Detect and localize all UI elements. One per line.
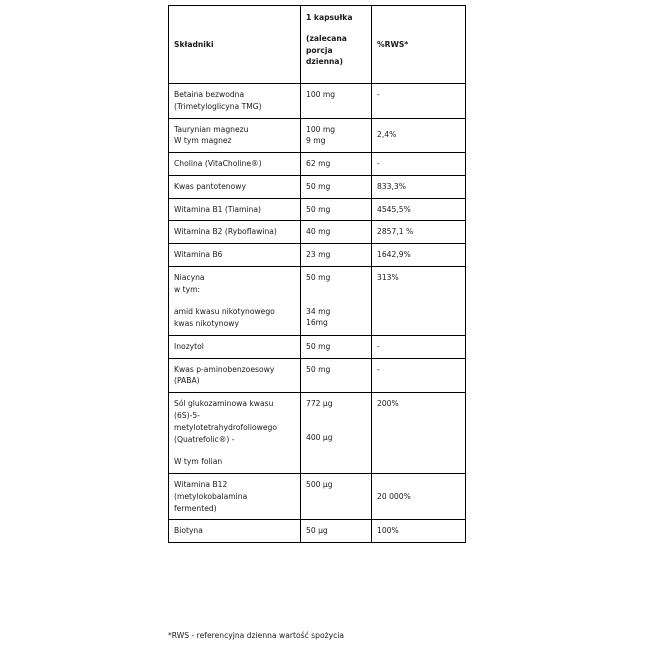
dose-cell: [301, 84, 372, 119]
dose-cell: [301, 335, 372, 358]
table-row: [169, 198, 466, 221]
ingredient-cell-line: Witamina B12: [174, 480, 228, 490]
dose-cell-line: 62 mg: [306, 159, 331, 169]
column-header-serving: [301, 6, 372, 84]
rws-cell: [372, 153, 466, 176]
rws-cell-line: 313%: [377, 272, 399, 282]
ingredient-cell-line: Inozytol: [174, 341, 204, 351]
table-body: [169, 84, 466, 543]
dose-cell: [301, 266, 372, 335]
ingredient-cell-line: Taurynian magnezu: [174, 124, 249, 134]
ingredient-cell-line: Cholina (VitaCholine®): [174, 159, 262, 169]
rws-cell-line: -: [377, 364, 380, 374]
ingredient-cell-line: Kwas p-aminobenzoesowy: [174, 364, 275, 374]
ingredient-cell-line: W tym folian: [174, 457, 223, 467]
table-row: [169, 221, 466, 244]
ingredient-cell-line: amid kwasu nikotynowego: [174, 307, 275, 317]
rws-cell-line: 4545,5%: [377, 204, 411, 214]
dose-cell-line: 23 mg: [306, 250, 331, 260]
ingredient-cell-line: (6S)-5-: [174, 411, 200, 421]
rws-cell: [372, 198, 466, 221]
dose-cell-line: 50 mg: [306, 364, 331, 374]
rws-cell: [372, 221, 466, 244]
table-row: [169, 84, 466, 119]
dose-cell: [301, 520, 372, 543]
table-row: [169, 358, 466, 393]
rws-cell: [372, 84, 466, 119]
rws-cell: [372, 335, 466, 358]
ingredient-cell: [169, 175, 301, 198]
rws-cell: [372, 175, 466, 198]
ingredient-cell-line: (metylokobalamina: [174, 491, 248, 501]
dose-cell: [301, 221, 372, 244]
rws-cell: [372, 520, 466, 543]
ingredient-cell: [169, 520, 301, 543]
table-row: [169, 474, 466, 520]
dose-cell: [301, 244, 372, 267]
dose-cell: [301, 118, 372, 153]
rws-cell-line: 833,3%: [377, 181, 406, 191]
rws-cell-line: 100%: [377, 526, 399, 536]
ingredient-cell: [169, 84, 301, 119]
ingredient-cell: [169, 221, 301, 244]
rws-cell-line: -: [377, 159, 380, 169]
ingredient-cell: [169, 266, 301, 335]
table-row: [169, 118, 466, 153]
dose-cell: [301, 153, 372, 176]
serving-header-line-2: (zalecana porcja dzienna): [306, 33, 347, 67]
table-header: [169, 6, 466, 84]
dose-cell: [301, 358, 372, 393]
ingredient-cell-line: Sól glukozaminowa kwasu: [174, 399, 274, 409]
dose-cell: [301, 175, 372, 198]
rws-footnote: *RWS - referencyjna dzienna wartość spożycia: [168, 631, 345, 640]
rws-cell-line: -: [377, 90, 380, 99]
ingredient-cell-line: Betaina bezwodna: [174, 90, 245, 99]
ingredient-cell-line: Kwas pantotenowy: [174, 181, 246, 191]
table-row: [169, 266, 466, 335]
header-row: [169, 6, 466, 84]
rws-cell: [372, 244, 466, 267]
ingredient-cell: [169, 393, 301, 474]
dose-cell-line: 50 mg: [306, 272, 331, 282]
rws-cell: [372, 266, 466, 335]
rws-cell: [372, 393, 466, 474]
rws-cell: [372, 118, 466, 153]
dose-cell-line: 100 mg: [306, 90, 336, 99]
ingredient-cell-line: (PABA): [174, 376, 200, 386]
rws-cell-line: 2857,1 %: [377, 227, 414, 237]
table-row: [169, 175, 466, 198]
ingredient-cell-line: w tym:: [174, 284, 201, 294]
table-row: [169, 153, 466, 176]
dose-cell-line: 50 µg: [306, 526, 328, 536]
ingredient-cell: [169, 358, 301, 393]
dose-cell-line: 400 µg: [306, 433, 333, 443]
rws-cell-line: -: [377, 341, 380, 351]
dose-cell-line: 100 mg: [306, 124, 336, 134]
ingredient-cell-line: kwas nikotynowy: [174, 319, 239, 329]
dose-cell-line: 9 mg: [306, 136, 326, 146]
dose-cell-line: 50 mg: [306, 204, 331, 214]
ingredient-cell-line: W tym magnez: [174, 136, 232, 146]
dose-cell: [301, 393, 372, 474]
dose-cell-line: 40 mg: [306, 227, 331, 237]
rws-cell: [372, 474, 466, 520]
ingredient-cell: [169, 153, 301, 176]
table-row: [169, 244, 466, 267]
ingredient-cell-line: Witamina B2 (Ryboflawina): [174, 227, 277, 237]
dose-cell-line: 50 mg: [306, 341, 331, 351]
column-header-ingredients: Składniki: [169, 6, 301, 84]
ingredient-cell-line: Witamina B6: [174, 250, 223, 260]
ingredient-cell-line: metylotetrahydrofoliowego: [174, 422, 277, 432]
ingredient-cell: [169, 474, 301, 520]
table-row: [169, 520, 466, 543]
dose-cell-line: 34 mg: [306, 306, 331, 316]
ingredient-cell-line: (Trimetyloglicyna TMG): [174, 101, 262, 111]
dose-cell-line: 772 µg: [306, 399, 333, 409]
ingredient-cell: [169, 198, 301, 221]
ingredient-cell-line: fermented): [174, 503, 217, 513]
dose-cell: [301, 474, 372, 520]
column-header-rws: %RWS*: [372, 6, 466, 84]
ingredient-cell-line: (Quatrefolic®) -: [174, 434, 235, 444]
dose-cell-line: 500 µg: [306, 480, 333, 490]
ingredient-cell: [169, 335, 301, 358]
table-row: [169, 335, 466, 358]
ingredient-cell: [169, 244, 301, 267]
ingredient-cell-line: Witamina B1 (Tiamina): [174, 204, 261, 214]
dose-cell-line: 50 mg: [306, 181, 331, 191]
rws-cell-line: 20 000%: [377, 491, 411, 501]
rws-cell-line: 200%: [377, 399, 399, 409]
rws-cell: [372, 358, 466, 393]
nutrition-facts-table: [168, 5, 466, 543]
dose-cell-line: 16mg: [306, 318, 328, 328]
serving-header-line-1: 1 kapsułka: [306, 13, 353, 22]
ingredient-cell-line: Biotyna: [174, 526, 203, 536]
table-row: [169, 393, 466, 474]
ingredient-cell-line: Niacyna: [174, 272, 205, 282]
rws-cell-line: 1642,9%: [377, 250, 411, 260]
ingredient-cell: [169, 118, 301, 153]
dose-cell: [301, 198, 372, 221]
rws-cell-line: 2,4%: [377, 130, 397, 140]
